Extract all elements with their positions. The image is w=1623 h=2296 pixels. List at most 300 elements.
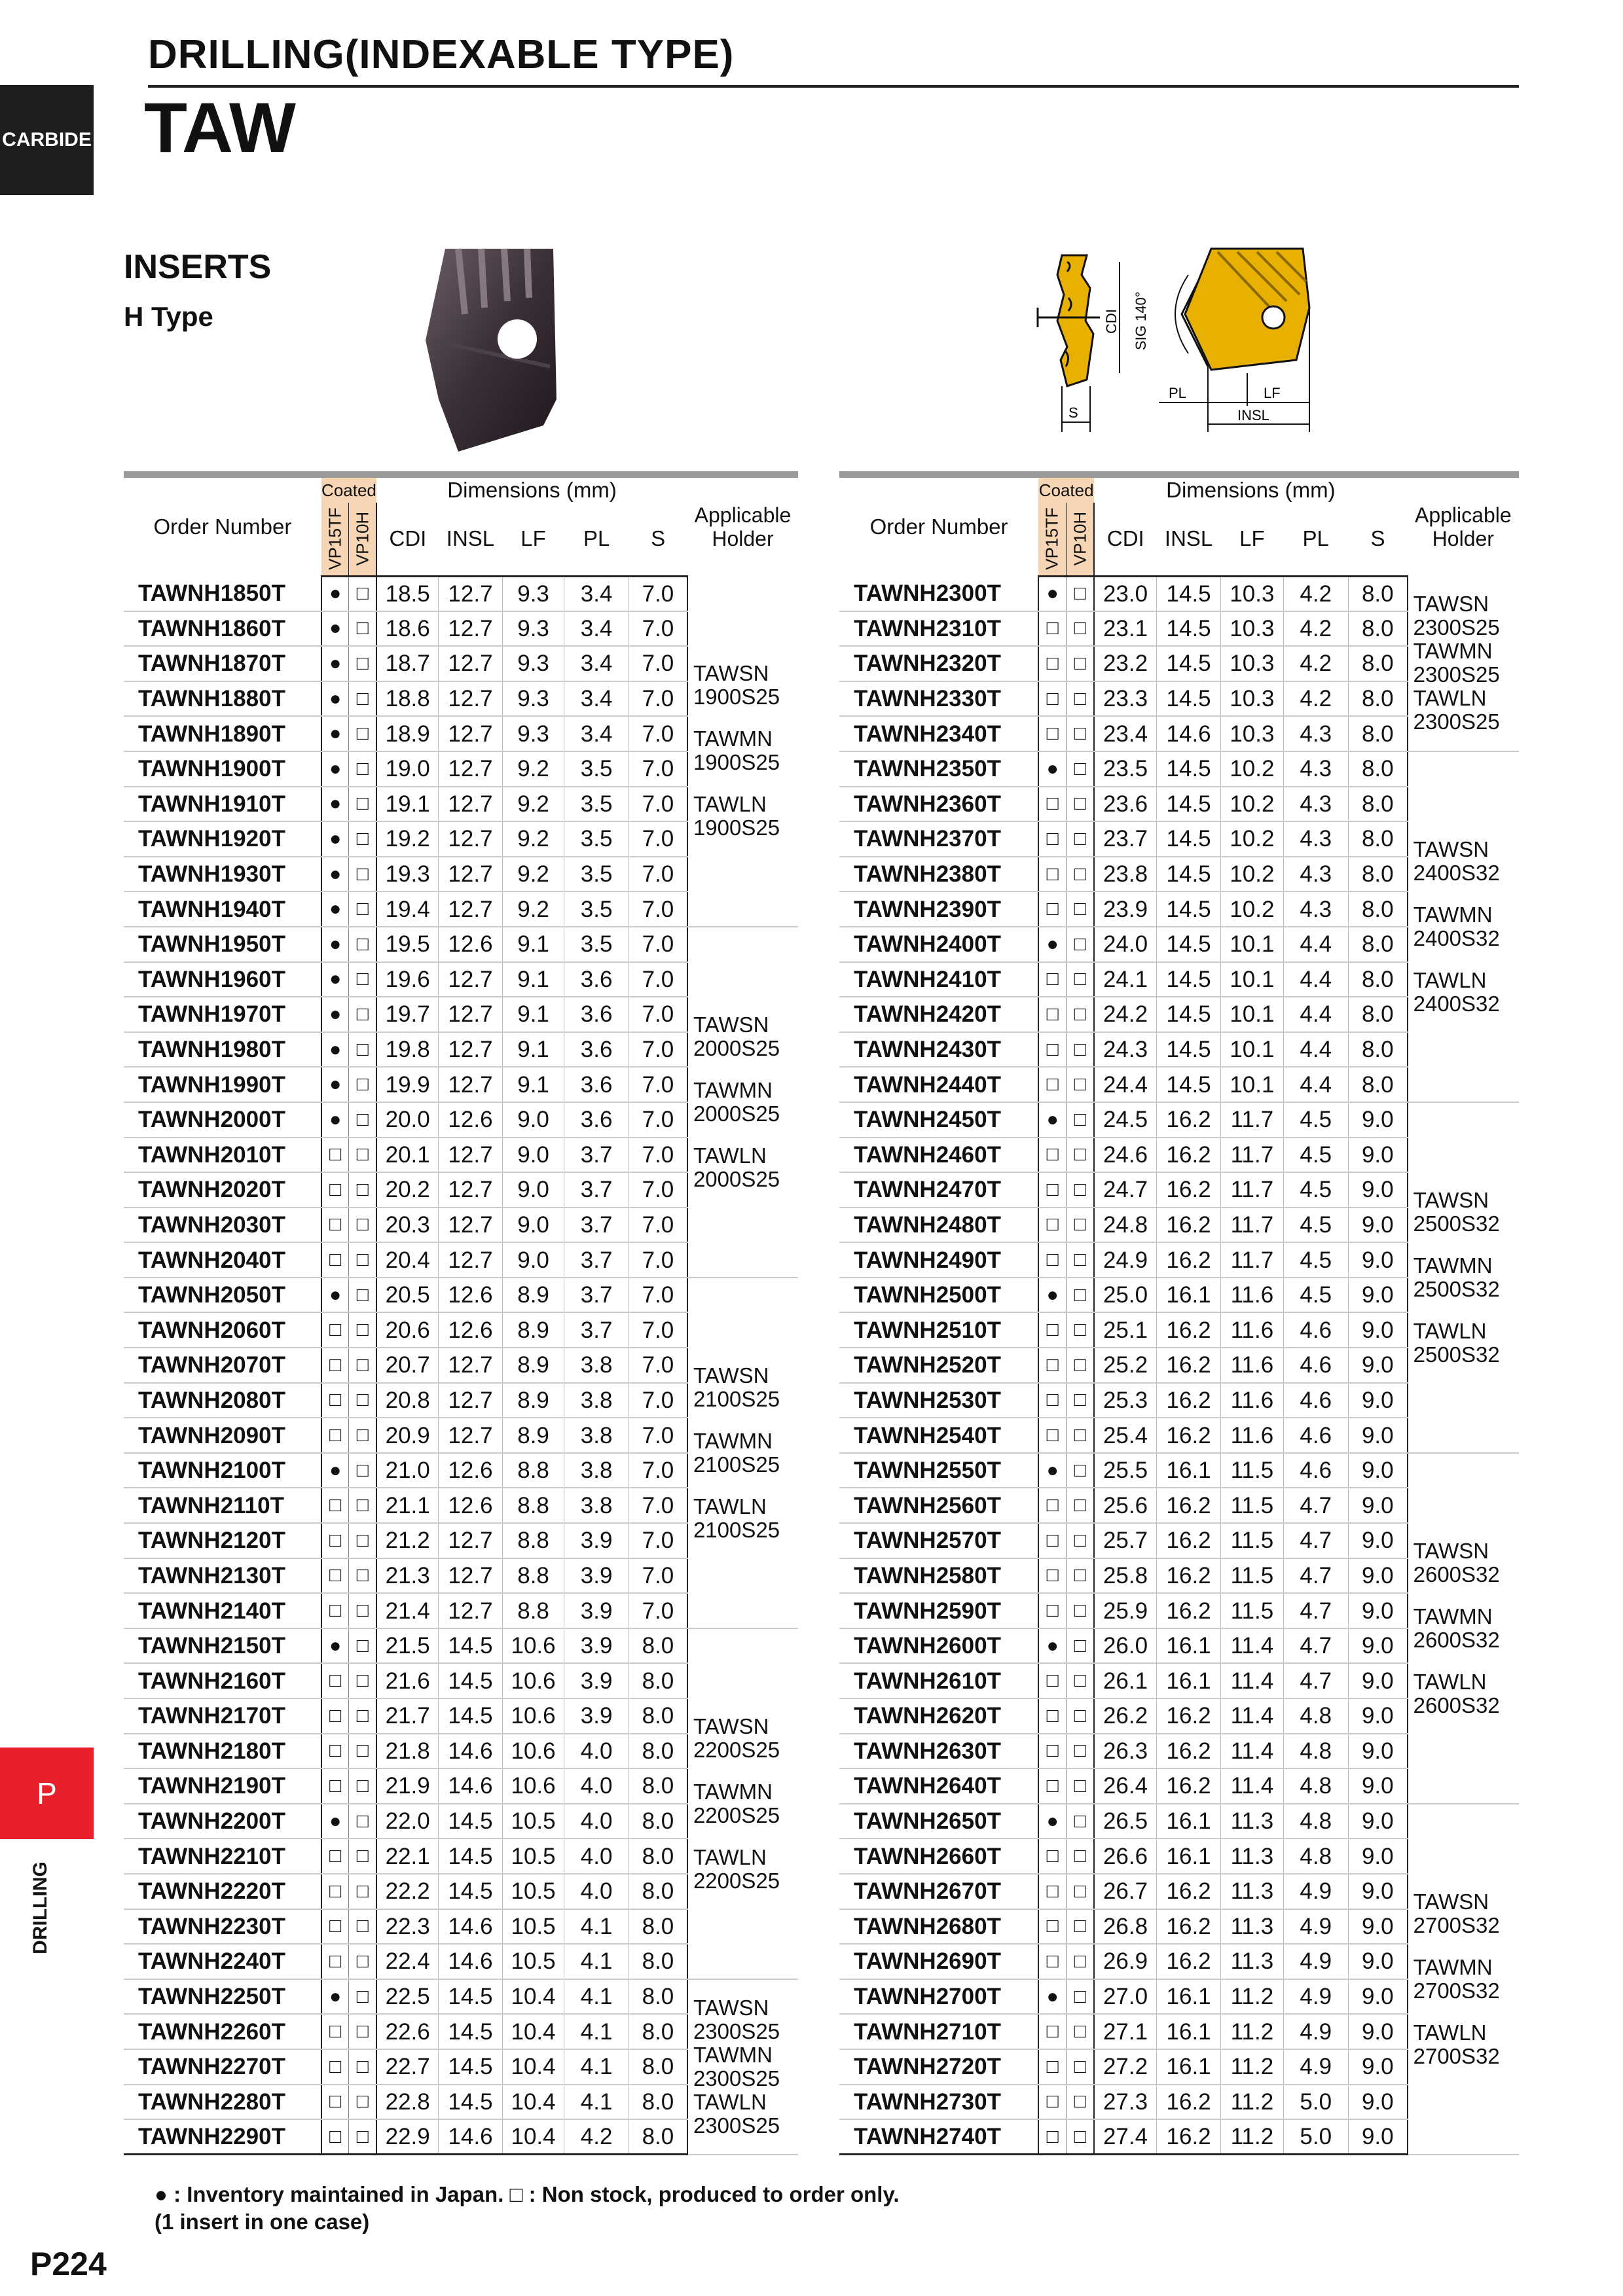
cell-pl: 4.6 — [1283, 1348, 1348, 1383]
cell-lf: 9.0 — [502, 1172, 564, 1208]
cell-cdi: 22.7 — [376, 2049, 439, 2085]
cell-cdi: 19.8 — [376, 1032, 439, 1067]
holder-size: 2200S25 — [693, 1803, 780, 1827]
cell-order-number: TAWNH1990T — [124, 1067, 321, 1102]
cell-cdi: 21.3 — [376, 1558, 439, 1594]
cell-pl: 3.9 — [564, 1663, 629, 1698]
cell-grade-vp10h: □ — [1067, 576, 1095, 611]
cell-pl: 3.8 — [564, 1383, 629, 1418]
cell-grade-vp10h: □ — [1067, 962, 1095, 997]
cell-cdi: 22.8 — [376, 2085, 439, 2120]
cell-insl: 16.2 — [1156, 1208, 1220, 1243]
cell-lf: 11.7 — [1221, 1102, 1283, 1138]
cell-s: 8.0 — [629, 1734, 687, 1769]
cell-cdi: 25.3 — [1094, 1383, 1156, 1418]
cell-lf: 10.4 — [502, 2049, 564, 2085]
col-insl: INSL — [1156, 503, 1220, 576]
cell-insl: 12.7 — [439, 1208, 503, 1243]
holder-size: 1900S25 — [693, 685, 780, 709]
holder-name — [693, 2090, 798, 2138]
cell-s: 7.0 — [629, 1312, 687, 1348]
cell-pl: 3.8 — [564, 1453, 629, 1488]
holder-type: TAWMN — [693, 726, 773, 751]
cell-grade-vp10h: □ — [1067, 1453, 1095, 1488]
cell-cdi: 25.5 — [1094, 1453, 1156, 1488]
cell-grade-vp15tf: □ — [321, 1839, 349, 1874]
cell-cdi: 19.9 — [376, 1067, 439, 1102]
cell-lf: 9.2 — [502, 751, 564, 787]
cell-grade-vp15tf: □ — [321, 2014, 349, 2049]
cell-grade-vp10h: □ — [349, 1698, 376, 1734]
cell-lf: 8.8 — [502, 1488, 564, 1523]
holder-size: 2100S25 — [693, 1517, 780, 1542]
cell-s: 9.0 — [1348, 1768, 1407, 1804]
holder-name — [1413, 687, 1519, 734]
cell-grade-vp10h: □ — [349, 1383, 376, 1418]
cell-insl: 12.7 — [439, 681, 503, 717]
cell-pl: 4.9 — [1283, 1909, 1348, 1945]
cell-insl: 16.2 — [1156, 1874, 1220, 1909]
cell-lf: 10.2 — [1221, 787, 1283, 822]
table-row — [124, 576, 798, 611]
holder-name — [1413, 1890, 1519, 1937]
cell-grade-vp15tf: ● — [321, 857, 349, 892]
inserts-table-left — [124, 471, 798, 2155]
holder-name — [693, 1846, 798, 1893]
cell-grade-vp15tf: ● — [321, 821, 349, 857]
cell-pl: 3.5 — [564, 821, 629, 857]
cell-lf: 11.3 — [1221, 1839, 1283, 1874]
cell-pl: 4.8 — [1283, 1768, 1348, 1804]
cell-insl: 12.6 — [439, 1278, 503, 1313]
cell-cdi: 27.3 — [1094, 2085, 1156, 2120]
cell-grade-vp15tf: □ — [321, 1768, 349, 1804]
cell-s: 9.0 — [1348, 1172, 1407, 1208]
cell-insl: 14.5 — [1156, 927, 1220, 962]
holder-type: TAWMN — [1413, 1954, 1493, 1979]
cell-pl: 3.5 — [564, 751, 629, 787]
cell-insl: 12.7 — [439, 576, 503, 611]
cell-order-number: TAWNH2280T — [124, 2085, 321, 2120]
cell-insl: 14.5 — [439, 1804, 503, 1839]
cell-grade-vp15tf: □ — [321, 1909, 349, 1945]
cell-cdi: 26.5 — [1094, 1804, 1156, 1839]
cell-insl: 16.2 — [1156, 1593, 1220, 1628]
cell-pl: 4.3 — [1283, 857, 1348, 892]
holder-name — [693, 1013, 798, 1060]
holder-size: 1900S25 — [693, 750, 780, 775]
cell-grade-vp15tf: ● — [1038, 1979, 1067, 2015]
cell-order-number: TAWNH2240T — [124, 1944, 321, 1979]
cell-grade-vp15tf: □ — [321, 1558, 349, 1594]
cell-s: 9.0 — [1348, 1242, 1407, 1278]
cell-cdi: 22.0 — [376, 1804, 439, 1839]
cell-pl: 3.7 — [564, 1312, 629, 1348]
cell-lf: 10.6 — [502, 1663, 564, 1698]
holder-size: 2300S25 — [693, 2066, 780, 2090]
cell-cdi: 23.2 — [1094, 646, 1156, 681]
cell-grade-vp10h: □ — [349, 1663, 376, 1698]
holder-size: 2700S32 — [1413, 1912, 1500, 1937]
cell-cdi: 20.2 — [376, 1172, 439, 1208]
cell-grade-vp10h: □ — [349, 1979, 376, 2015]
cell-grade-vp10h: □ — [349, 1488, 376, 1523]
cell-insl: 16.2 — [1156, 1768, 1220, 1804]
cell-order-number: TAWNH2260T — [124, 2014, 321, 2049]
cell-s: 9.0 — [1348, 1488, 1407, 1523]
cell-grade-vp15tf: □ — [321, 1523, 349, 1558]
cell-grade-vp15tf: □ — [1038, 1208, 1067, 1243]
cell-grade-vp15tf: □ — [1038, 1488, 1067, 1523]
cell-grade-vp15tf: ● — [321, 1102, 349, 1138]
holder-name — [693, 793, 798, 840]
holder-size: 2300S25 — [1413, 615, 1500, 640]
cell-order-number: TAWNH2400T — [839, 927, 1038, 962]
cell-order-number: TAWNH2580T — [839, 1558, 1038, 1594]
cell-lf: 11.3 — [1221, 1804, 1283, 1839]
cell-order-number: TAWNH2630T — [839, 1734, 1038, 1769]
cell-pl: 3.7 — [564, 1172, 629, 1208]
holder-size: 2200S25 — [693, 1737, 780, 1762]
cell-order-number: TAWNH2140T — [124, 1593, 321, 1628]
cell-grade-vp15tf: ● — [321, 681, 349, 717]
cell-pl: 4.2 — [1283, 681, 1348, 717]
cell-insl: 16.1 — [1156, 1804, 1220, 1839]
cell-s: 9.0 — [1348, 1804, 1407, 1839]
cell-pl: 4.4 — [1283, 927, 1348, 962]
cell-order-number: TAWNH2120T — [124, 1523, 321, 1558]
cell-order-number: TAWNH2310T — [839, 611, 1038, 647]
cell-insl: 12.7 — [439, 1593, 503, 1628]
cell-insl: 12.6 — [439, 1312, 503, 1348]
series-title: TAW — [144, 88, 296, 167]
cell-cdi: 18.8 — [376, 681, 439, 717]
cell-pl: 4.0 — [564, 1804, 629, 1839]
grade-vp15tf: VP15TF — [1042, 507, 1062, 570]
cell-insl: 16.2 — [1156, 2119, 1220, 2155]
cell-s: 8.0 — [629, 1979, 687, 2015]
cell-lf: 9.3 — [502, 646, 564, 681]
cell-s: 8.0 — [1348, 962, 1407, 997]
cell-insl: 12.7 — [439, 962, 503, 997]
cell-cdi: 20.8 — [376, 1383, 439, 1418]
cell-cdi: 24.8 — [1094, 1208, 1156, 1243]
cell-lf: 9.3 — [502, 716, 564, 751]
label-cdi: CDI — [1103, 309, 1120, 334]
cell-order-number: TAWNH2190T — [124, 1768, 321, 1804]
cell-grade-vp15tf: □ — [1038, 821, 1067, 857]
cell-pl: 4.2 — [564, 2119, 629, 2155]
holder-cell — [687, 927, 798, 1278]
holder-type: TAWSN — [1413, 1538, 1489, 1563]
cell-grade-vp15tf: □ — [1038, 1593, 1067, 1628]
cell-cdi: 19.3 — [376, 857, 439, 892]
label-lf: LF — [1264, 385, 1281, 401]
cell-s: 7.0 — [629, 1278, 687, 1313]
cell-order-number: TAWNH2110T — [124, 1488, 321, 1523]
table-row — [839, 751, 1519, 787]
cell-grade-vp15tf: □ — [1038, 1242, 1067, 1278]
cell-order-number: TAWNH2650T — [839, 1804, 1038, 1839]
cell-order-number: TAWNH2680T — [839, 1909, 1038, 1945]
cell-s: 8.0 — [629, 1698, 687, 1734]
cell-pl: 4.1 — [564, 2049, 629, 2085]
holder-type: TAWMN — [693, 1779, 773, 1804]
cell-lf: 9.1 — [502, 927, 564, 962]
cell-lf: 11.4 — [1221, 1663, 1283, 1698]
cell-s: 9.0 — [1348, 1278, 1407, 1313]
cell-pl: 4.5 — [1283, 1278, 1348, 1313]
cell-lf: 10.2 — [1221, 891, 1283, 927]
cell-insl: 16.2 — [1156, 1138, 1220, 1173]
col-grade-vp10h — [1067, 503, 1095, 576]
holder-name — [693, 1996, 798, 2043]
cell-lf: 8.9 — [502, 1278, 564, 1313]
cell-order-number: TAWNH2460T — [839, 1138, 1038, 1173]
cell-grade-vp10h: □ — [1067, 646, 1095, 681]
cell-s: 9.0 — [1348, 1383, 1407, 1418]
cell-order-number: TAWNH2270T — [124, 2049, 321, 2085]
cell-grade-vp15tf: ● — [321, 891, 349, 927]
cell-grade-vp10h: □ — [349, 646, 376, 681]
cell-grade-vp10h: □ — [1067, 2014, 1095, 2049]
holder-cell — [1408, 1102, 1519, 1453]
holder-size: 2300S25 — [693, 2113, 780, 2138]
section-name: DRILLING — [29, 1861, 51, 1954]
holder-name — [693, 1144, 798, 1191]
cell-pl: 4.6 — [1283, 1383, 1348, 1418]
holder-size: 2500S32 — [1413, 1276, 1500, 1301]
cell-lf: 11.3 — [1221, 1909, 1283, 1945]
footnote-case: (1 insert in one case) — [155, 2210, 370, 2234]
cell-grade-vp15tf: ● — [321, 611, 349, 647]
holder-type: TAWSN — [1413, 836, 1489, 861]
cell-s: 8.0 — [1348, 751, 1407, 787]
cell-pl: 3.5 — [564, 927, 629, 962]
cell-grade-vp15tf: □ — [1038, 2085, 1067, 2120]
holder-size: 2100S25 — [693, 1452, 780, 1477]
holder-type: TAWMN — [1413, 1253, 1493, 1278]
cell-s: 8.0 — [1348, 1032, 1407, 1067]
cell-lf: 8.9 — [502, 1312, 564, 1348]
cell-lf: 9.3 — [502, 576, 564, 611]
cell-order-number: TAWNH2730T — [839, 2085, 1038, 2120]
cell-lf: 8.8 — [502, 1593, 564, 1628]
cell-cdi: 20.9 — [376, 1418, 439, 1453]
cell-insl: 12.7 — [439, 611, 503, 647]
cell-s: 7.0 — [629, 646, 687, 681]
cell-grade-vp10h: □ — [349, 821, 376, 857]
cell-insl: 16.1 — [1156, 1663, 1220, 1698]
holder-size: 2600S32 — [1413, 1627, 1500, 1652]
cell-grade-vp15tf: ● — [321, 1067, 349, 1102]
cell-insl: 14.5 — [1156, 821, 1220, 857]
cell-s: 8.0 — [629, 1874, 687, 1909]
cell-s: 7.0 — [629, 821, 687, 857]
cell-pl: 3.7 — [564, 1208, 629, 1243]
cell-grade-vp10h: □ — [1067, 2049, 1095, 2085]
cell-order-number: TAWNH2710T — [839, 2014, 1038, 2049]
holder-cell — [687, 1979, 798, 2155]
cell-insl: 14.5 — [439, 2049, 503, 2085]
cell-lf: 10.1 — [1221, 927, 1283, 962]
col-lf: LF — [502, 503, 564, 576]
cell-grade-vp15tf: □ — [1038, 1032, 1067, 1067]
cell-grade-vp15tf: ● — [321, 716, 349, 751]
cell-pl: 3.9 — [564, 1698, 629, 1734]
cell-s: 8.0 — [1348, 716, 1407, 751]
cell-grade-vp15tf: □ — [321, 1418, 349, 1453]
cell-cdi: 26.9 — [1094, 1944, 1156, 1979]
cell-grade-vp15tf: □ — [1038, 1383, 1067, 1418]
cell-pl: 4.7 — [1283, 1663, 1348, 1698]
cell-insl: 12.6 — [439, 1488, 503, 1523]
cell-s: 8.0 — [1348, 891, 1407, 927]
cell-grade-vp10h: □ — [349, 962, 376, 997]
cell-order-number: TAWNH1930T — [124, 857, 321, 892]
cell-pl: 3.8 — [564, 1488, 629, 1523]
cell-grade-vp10h: □ — [349, 1909, 376, 1945]
cell-grade-vp10h: □ — [349, 1874, 376, 1909]
cell-order-number: TAWNH2180T — [124, 1734, 321, 1769]
cell-grade-vp10h: □ — [1067, 1628, 1095, 1664]
cell-lf: 11.7 — [1221, 1138, 1283, 1173]
cell-pl: 4.8 — [1283, 1698, 1348, 1734]
cell-order-number: TAWNH2100T — [124, 1453, 321, 1488]
col-holder — [1408, 475, 1519, 576]
cell-s: 7.0 — [629, 576, 687, 611]
cell-lf: 10.1 — [1221, 1067, 1283, 1102]
cell-grade-vp10h: □ — [349, 1768, 376, 1804]
col-coated: Coated — [1038, 475, 1094, 503]
cell-insl: 16.2 — [1156, 2085, 1220, 2120]
cell-grade-vp15tf: □ — [321, 2119, 349, 2155]
cell-cdi: 21.6 — [376, 1663, 439, 1698]
cell-lf: 10.3 — [1221, 716, 1283, 751]
cell-pl: 3.7 — [564, 1138, 629, 1173]
holder-name — [1413, 1605, 1519, 1652]
cell-lf: 10.3 — [1221, 611, 1283, 647]
cell-pl: 4.3 — [1283, 891, 1348, 927]
cell-cdi: 21.2 — [376, 1523, 439, 1558]
cell-grade-vp15tf: □ — [1038, 1067, 1067, 1102]
cell-grade-vp10h: □ — [349, 1208, 376, 1243]
cell-grade-vp10h: □ — [349, 1593, 376, 1628]
cell-insl: 16.2 — [1156, 1734, 1220, 1769]
inserts-table-right-body — [839, 576, 1519, 2155]
cell-grade-vp15tf: ● — [321, 1628, 349, 1664]
cell-cdi: 23.3 — [1094, 681, 1156, 717]
holder-name — [1413, 1539, 1519, 1587]
cell-order-number: TAWNH2210T — [124, 1839, 321, 1874]
cell-grade-vp10h: □ — [349, 1453, 376, 1488]
cell-grade-vp10h: □ — [1067, 1348, 1095, 1383]
holder-name — [693, 727, 798, 774]
holder-type: TAWLN — [1413, 686, 1487, 711]
holder-type: TAWSN — [693, 1713, 769, 1738]
cell-s: 9.0 — [1348, 2085, 1407, 2120]
cell-insl: 16.2 — [1156, 1909, 1220, 1945]
holder-type: TAWSN — [693, 1363, 769, 1388]
cell-insl: 14.5 — [1156, 997, 1220, 1032]
cell-lf: 9.1 — [502, 962, 564, 997]
cell-s: 8.0 — [629, 1944, 687, 1979]
cell-insl: 12.7 — [439, 646, 503, 681]
cell-pl: 4.7 — [1283, 1523, 1348, 1558]
cell-cdi: 25.1 — [1094, 1312, 1156, 1348]
cell-lf: 11.5 — [1221, 1558, 1283, 1594]
cell-order-number: TAWNH2570T — [839, 1523, 1038, 1558]
cell-insl: 16.2 — [1156, 1383, 1220, 1418]
cell-lf: 11.6 — [1221, 1312, 1283, 1348]
cell-lf: 9.1 — [502, 1067, 564, 1102]
carbide-tab-label: CARBIDE — [2, 129, 92, 151]
grade-vp15tf: VP15TF — [325, 507, 345, 570]
cell-cdi: 26.8 — [1094, 1909, 1156, 1945]
cell-pl: 3.4 — [564, 576, 629, 611]
cell-grade-vp15tf: □ — [321, 1383, 349, 1418]
label-sig: SIG 140° — [1133, 291, 1149, 350]
cell-pl: 4.7 — [1283, 1488, 1348, 1523]
cell-grade-vp10h: □ — [349, 2049, 376, 2085]
cell-order-number: TAWNH2340T — [839, 716, 1038, 751]
cell-pl: 5.0 — [1283, 2085, 1348, 2120]
cell-grade-vp15tf: □ — [1038, 1348, 1067, 1383]
cell-grade-vp10h: □ — [349, 1628, 376, 1664]
col-dimensions: Dimensions (mm) — [376, 475, 687, 503]
cell-grade-vp10h: □ — [349, 611, 376, 647]
insert-photo — [419, 236, 563, 452]
cell-grade-vp10h: □ — [1067, 1067, 1095, 1102]
cell-grade-vp15tf: ● — [321, 1278, 349, 1313]
cell-s: 8.0 — [629, 2049, 687, 2085]
cell-grade-vp10h: □ — [1067, 891, 1095, 927]
cell-grade-vp10h: □ — [1067, 1593, 1095, 1628]
cell-grade-vp10h: □ — [1067, 1734, 1095, 1769]
cell-pl: 3.6 — [564, 1067, 629, 1102]
cell-lf: 8.8 — [502, 1523, 564, 1558]
cell-s: 9.0 — [1348, 2119, 1407, 2155]
cell-grade-vp10h: □ — [1067, 1172, 1095, 1208]
cell-pl: 3.5 — [564, 787, 629, 822]
cell-order-number: TAWNH2540T — [839, 1418, 1038, 1453]
cell-lf: 11.4 — [1221, 1768, 1283, 1804]
cell-s: 8.0 — [1348, 1067, 1407, 1102]
holder-type: TAWLN — [693, 1844, 767, 1869]
cell-pl: 4.1 — [564, 2014, 629, 2049]
cell-grade-vp10h: □ — [349, 2014, 376, 2049]
holder-size: 2100S25 — [693, 1386, 780, 1411]
col-grade-vp15tf — [321, 503, 349, 576]
cell-grade-vp15tf: □ — [1038, 1523, 1067, 1558]
cell-pl: 4.5 — [1283, 1208, 1348, 1243]
cell-order-number: TAWNH2690T — [839, 1944, 1038, 1979]
cell-grade-vp10h: □ — [1067, 1383, 1095, 1418]
cell-insl: 14.5 — [439, 1663, 503, 1698]
cell-insl: 12.7 — [439, 751, 503, 787]
cell-pl: 4.5 — [1283, 1242, 1348, 1278]
holder-name — [1413, 1254, 1519, 1301]
cell-order-number: TAWNH2020T — [124, 1172, 321, 1208]
holder-name — [1413, 1189, 1519, 1236]
cell-cdi: 24.1 — [1094, 962, 1156, 997]
cell-grade-vp15tf: □ — [1038, 997, 1067, 1032]
cell-s: 7.0 — [629, 1453, 687, 1488]
cell-pl: 3.7 — [564, 1278, 629, 1313]
cell-insl: 12.7 — [439, 1558, 503, 1594]
cell-order-number: TAWNH2520T — [839, 1348, 1038, 1383]
cell-grade-vp10h: □ — [1067, 1418, 1095, 1453]
